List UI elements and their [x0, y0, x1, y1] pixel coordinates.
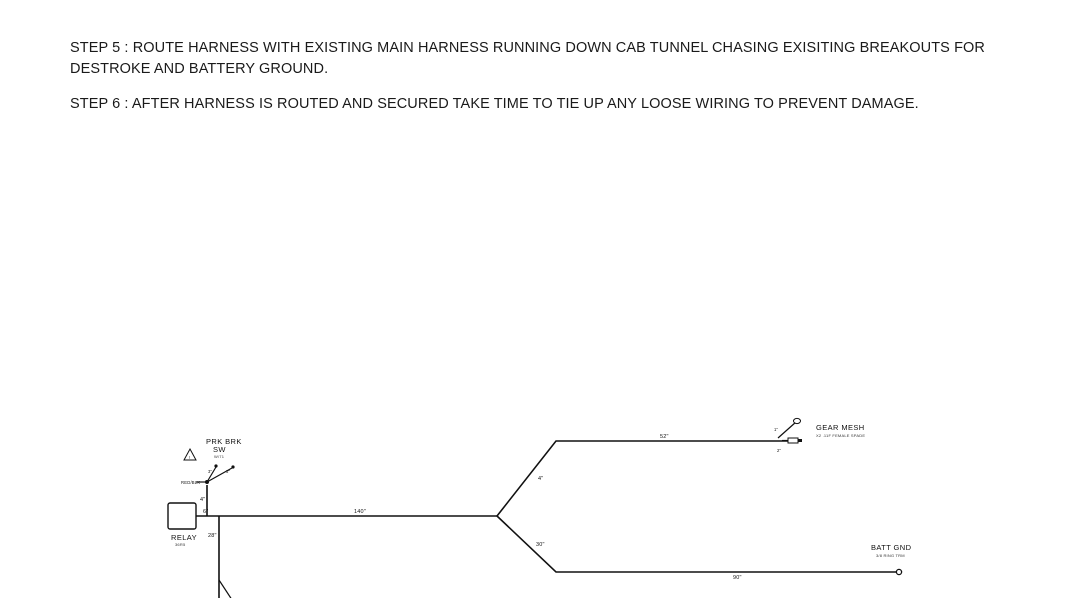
wire-tag-red-blk: RED/BLK — [181, 480, 201, 485]
dim-relay-out: 6" — [203, 509, 209, 515]
warning-icon-parkbrake-glyph: ! — [188, 455, 190, 460]
dim-gear-mesh-tail-a: 1" — [774, 427, 779, 432]
dim-gear-mesh-run: 52" — [660, 434, 669, 440]
dim-upper-branch: 4" — [538, 476, 544, 482]
dim-lower-branch: 30" — [536, 542, 545, 548]
step-6-text: STEP 6 : AFTER HARNESS IS ROUTED AND SECURED TAKE TIME TO TIE UP ANY LOOSE WIRING TO PREVENT DAMAGE. — [70, 96, 919, 113]
relay-label: RELAY — [171, 533, 198, 542]
harness-diagram-svg — [0, 190, 1075, 581]
relay-sublabel: 36R5 — [175, 542, 186, 547]
parkbrake-sublabel: W/71 — [214, 454, 225, 459]
dim-main-run: 140" — [354, 509, 366, 515]
gear-mesh-sublabel: X2 .11F FEMALE SPADE — [816, 433, 866, 438]
warning-icon-parkbrake — [184, 449, 196, 460]
parkbrake-label: PRK BRK — [206, 437, 242, 446]
parkbrake-label2: SW — [213, 445, 226, 454]
dim-batt-gnd-run: 90" — [733, 575, 742, 581]
batt-gnd-label: BATT GND — [871, 543, 912, 552]
dim-relay-to-prk: 4" — [200, 497, 206, 503]
batt-gnd-branch-wire — [497, 516, 898, 572]
parkbrake-terminal-b — [231, 465, 234, 468]
batt-gnd-ring-terminal — [896, 569, 901, 574]
butt-connector-branch-wire — [219, 580, 293, 598]
parkbrake-terminal-a — [214, 464, 217, 467]
harness-diagram — [0, 190, 1075, 581]
relay-box — [168, 503, 196, 529]
dim-relay-down: 28" — [208, 533, 217, 539]
gear-mesh-label: GEAR MESH — [816, 423, 865, 432]
gear-mesh-connector — [778, 418, 802, 443]
dim-prk-branch-b: 3" — [226, 469, 231, 474]
instructions-block — [70, 38, 1000, 115]
dim-gear-mesh-tail-b: 2" — [777, 448, 782, 453]
batt-gnd-sublabel: 3/8 RING TRM — [876, 553, 905, 558]
dim-prk-branch-a: 3" — [208, 469, 213, 474]
step-5-text: STEP 5 : ROUTE HARNESS WITH EXISTING MAIN HARNESS RUNNING DOWN CAB TUNNEL CHASING EXISITING BREAKOUTS FOR DESTROKE AND BATTERY GROUND. — [70, 40, 985, 78]
